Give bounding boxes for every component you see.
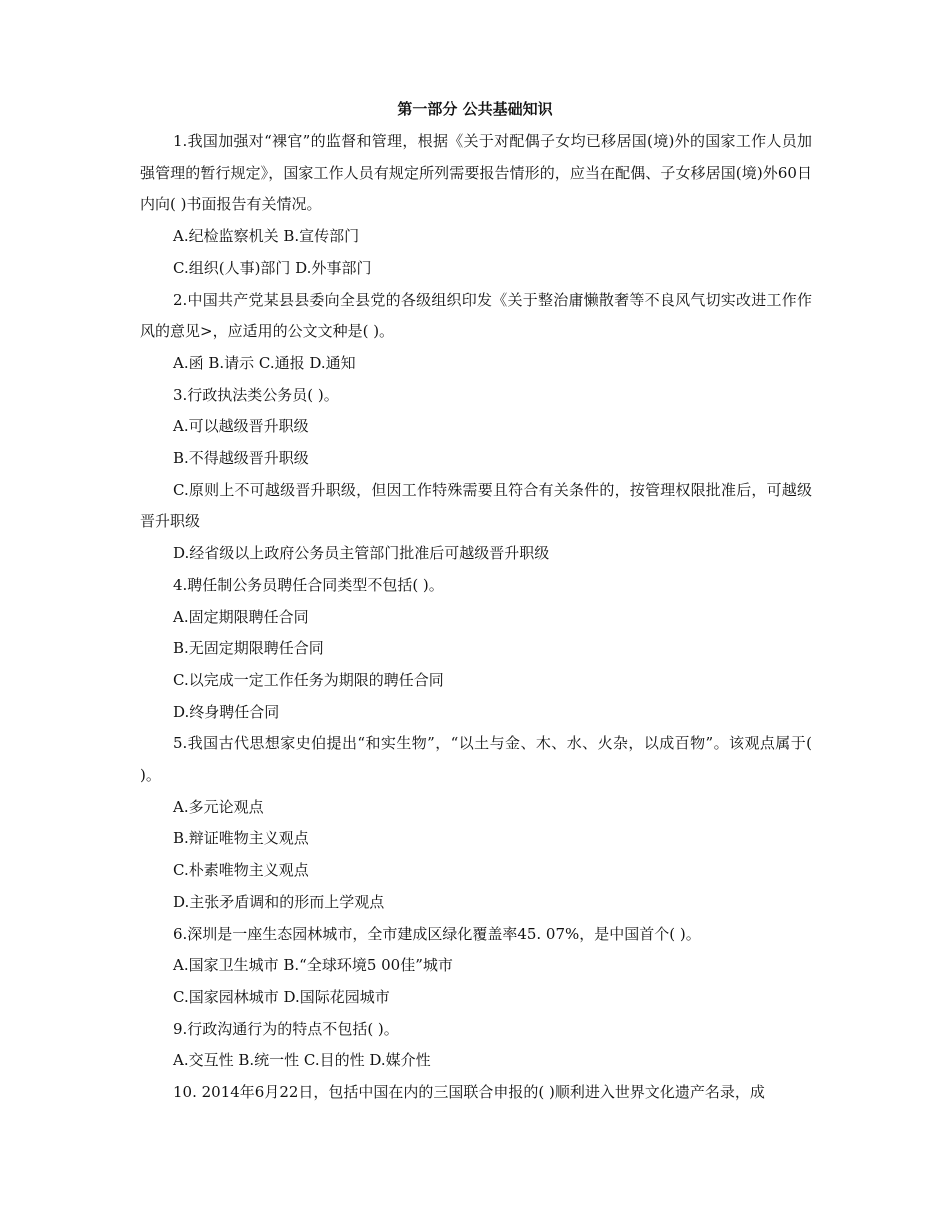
question-9-options: A.交互性 B.统一性 C.目的性 D.媒介性 xyxy=(173,1051,431,1070)
question-5-option-c: C.朴素唯物主义观点 xyxy=(173,861,309,880)
question-1-stem: 1.我国加强对“裸官”的监督和管理，根据《关于对配偶子女均已移居国(境)外的国家工作人员加强管理的暂行规定》，国家工作人员有规定所列需要报告情形的，应当在配偶、子女移居国(境)外60日内向( )书面报告有关情况。 xyxy=(140,132,812,214)
question-4-option-c: C.以完成一定工作任务为期限的聘任合同 xyxy=(173,670,444,689)
question-5-option-a: A.多元论观点 xyxy=(173,797,264,816)
question-5-option-b: B.辩证唯物主义观点 xyxy=(173,829,309,848)
question-5-stem: 5.我国古代思想家史伯提出“和实生物”，“以土与金、木、水、火杂，以成百物”。该观点属于( )。 xyxy=(140,734,812,785)
question-3-option-b: B.不得越级晋升职级 xyxy=(173,449,309,468)
question-6-stem: 6.深圳是一座生态园林城市，全市建成区绿化覆盖率45. 07%，是中国首个( )。 xyxy=(173,924,701,943)
question-6-options-cd: C.国家园林城市 D.国际花园城市 xyxy=(173,987,390,1006)
question-5-option-d: D.主张矛盾调和的形而上学观点 xyxy=(173,892,385,911)
question-4-stem: 4.聘任制公务员聘任合同类型不包括( )。 xyxy=(173,575,444,594)
question-9-stem: 9.行政沟通行为的特点不包括( )。 xyxy=(173,1019,399,1038)
page-title: 第一部分 公共基础知识 xyxy=(397,100,553,118)
question-2-stem: 2.中国共产党某县县委向全县党的各级组织印发《关于整治庸懒散奢等不良风气切实改进工作作风的意见>，应适用的公文文种是( )。 xyxy=(140,290,812,341)
question-6-options-ab: A.国家卫生城市 B.“全球环境5 00佳”城市 xyxy=(173,956,453,975)
question-1-options-cd: C.组织(人事)部门 D.外事部门 xyxy=(173,258,372,277)
question-3-option-c: C.原则上不可越级晋升职级，但因工作特殊需要且符合有关条件的，按管理权限批准后，可越级晋升职级 xyxy=(140,480,812,531)
question-4-option-d: D.终身聘任合同 xyxy=(173,702,280,721)
question-10-stem: 10. 2014年6月22日，包括中国在内的三国联合申报的( )顺利进入世界文化遗产名录，成 xyxy=(173,1083,765,1102)
question-4-option-b: B.无固定期限聘任合同 xyxy=(173,639,324,658)
question-1-options-ab: A.纪检监察机关 B.宣传部门 xyxy=(173,227,360,246)
question-3-option-d: D.经省级以上政府公务员主管部门批准后可越级晋升职级 xyxy=(173,544,550,563)
question-3-stem: 3.行政执法类公务员( )。 xyxy=(173,385,339,404)
question-3-option-a: A.可以越级晋升职级 xyxy=(173,417,309,436)
question-2-options: A.函 B.请示 C.通报 D.通知 xyxy=(173,353,356,372)
question-4-option-a: A.固定期限聘任合同 xyxy=(173,607,309,626)
document-body xyxy=(140,126,812,1109)
